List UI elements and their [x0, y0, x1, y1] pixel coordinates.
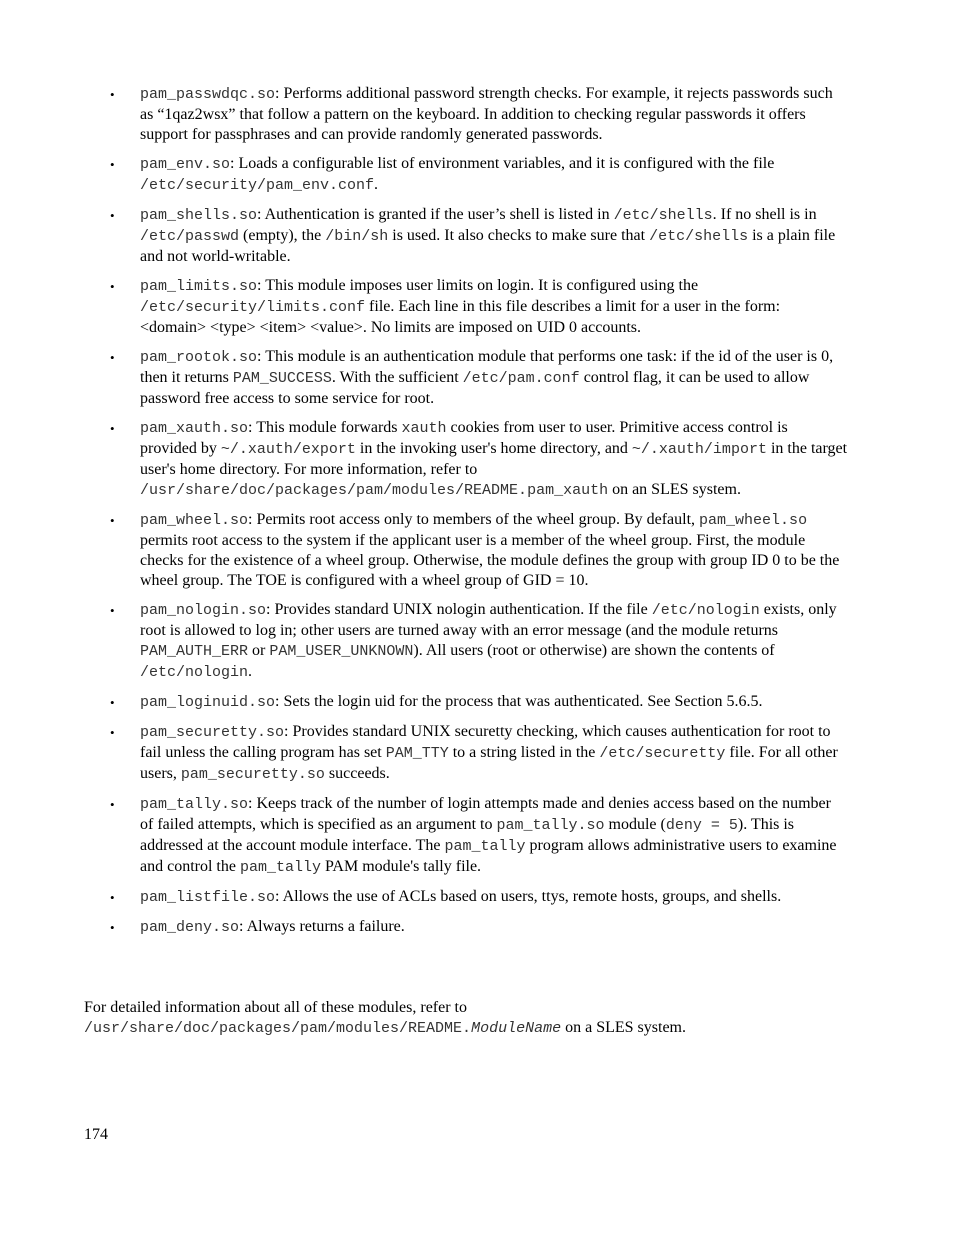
code-text: PAM_USER_UNKNOWN — [269, 643, 414, 660]
body-text: : Performs additional password strength checks. For example, it rejects passwords such as “1qaz2wsx” that follow a pattern on the keyboard. In addition to checking regular passwords it offers support for passphrases and can provide randomly generated passwords. — [140, 85, 833, 143]
list-item — [108, 276, 848, 338]
body-text: on a SLES system. — [561, 1019, 686, 1036]
code-text: ~/.xauth/export — [220, 441, 356, 458]
body-text: or — [248, 642, 270, 659]
code-text: pam_wheel.so — [699, 512, 808, 529]
body-text: : Provides standard UNIX securetty checking, which causes authentication for root to fail unless the calling program has set — [140, 723, 831, 761]
list-item — [108, 692, 848, 713]
body-text: : Permits root access only to members of the wheel group. By default, — [248, 511, 700, 528]
code-text: pam_shells.so — [140, 207, 258, 224]
body-text: program allows administrative users to examine and control the — [140, 837, 837, 875]
code-text: /etc/security/limits.conf — [140, 299, 366, 316]
body-text: . — [374, 176, 379, 193]
code-text: /bin/sh — [325, 228, 389, 245]
pam-module-list — [108, 84, 848, 947]
body-text: : This module imposes user limits on login. It is configured using the — [257, 277, 699, 294]
code-text: deny = 5 — [665, 817, 738, 834]
bullet-icon: • — [110, 279, 115, 294]
code-text: pam_tally.so — [140, 796, 249, 813]
code-text: /etc/nologin — [651, 602, 760, 619]
code-text: pam_tally — [444, 838, 526, 855]
body-text: . With the sufficient — [331, 369, 463, 386]
list-item — [108, 510, 848, 591]
code-text: pam_env.so — [140, 156, 231, 173]
body-text: control flag, it can be used to allow password free access to some service for root. — [140, 369, 810, 407]
list-item — [108, 887, 848, 908]
body-text: : This module is an authentication module that performs one task: if the id of the user is 0, then it returns — [140, 348, 834, 386]
bullet-icon: • — [110, 890, 115, 905]
body-text: file. For all other users, — [140, 744, 838, 782]
code-text: pam_deny.so — [140, 919, 240, 936]
code-text: PAM_AUTH_ERR — [140, 643, 249, 660]
code-text: /etc/pam.conf — [462, 370, 580, 387]
body-text: is used. It also checks to make sure that — [388, 227, 650, 244]
code-text: xauth — [401, 420, 447, 437]
code-text: pam_rootok.so — [140, 349, 258, 366]
body-text: succeeds. — [324, 765, 390, 782]
code-text: pam_securetty.so — [180, 766, 325, 783]
code-text: /etc/passwd — [140, 228, 240, 245]
bullet-icon: • — [110, 421, 115, 436]
body-text: : Always returns a failure. — [239, 918, 405, 935]
body-text: (empty), the — [239, 227, 326, 244]
body-text: on an SLES system. — [608, 481, 741, 498]
closing-paragraph — [84, 998, 864, 1039]
list-item — [108, 722, 848, 785]
bullet-icon: • — [110, 725, 115, 740]
code-text: PAM_SUCCESS — [232, 370, 332, 387]
list-item — [108, 205, 848, 267]
body-text: ). All users (root or otherwise) are shown the contents of — [413, 642, 775, 659]
bullet-icon: • — [110, 208, 115, 223]
code-text: pam_tally — [239, 859, 321, 876]
list-item — [108, 84, 848, 145]
bullet-icon: • — [110, 87, 115, 102]
body-text: to a string listed in the — [448, 744, 600, 761]
code-text: pam_loginuid.so — [140, 694, 276, 711]
list-item — [108, 600, 848, 683]
code-text: /usr/share/doc/packages/pam/modules/README. — [84, 1020, 472, 1037]
body-text: in the invoking user's home directory, and — [355, 440, 632, 457]
list-item — [108, 917, 848, 938]
list-item — [108, 418, 848, 501]
list-item — [108, 154, 848, 196]
body-text: . — [248, 663, 253, 680]
code-text: pam_wheel.so — [140, 512, 249, 529]
body-text: file. Each line in this file describes a limit for a user in the form: <domain> <type> <item> <value>. No limits are imposed on UID 0 accounts. — [140, 298, 781, 336]
body-text: : This module forwards — [248, 419, 402, 436]
code-text: pam_xauth.so — [140, 420, 249, 437]
body-text: in the target user's home directory. For more information, refer to — [140, 440, 848, 478]
body-text: : Sets the login uid for the process that was authenticated. See Section 5.6.5. — [275, 693, 763, 710]
code-text: PAM_TTY — [385, 745, 449, 762]
code-text: /etc/shells — [649, 228, 749, 245]
code-text: /etc/nologin — [140, 664, 249, 681]
code-text: ModuleName — [471, 1020, 562, 1037]
bullet-icon: • — [110, 513, 115, 528]
body-text: : Loads a configurable list of environment variables, and it is configured with the file — [230, 155, 775, 172]
code-text: pam_securetty.so — [140, 724, 285, 741]
bullet-icon: • — [110, 797, 115, 812]
body-text: . If no shell is in — [712, 206, 817, 223]
body-text: is a plain file and not world-writable. — [140, 227, 836, 265]
bullet-icon: • — [110, 350, 115, 365]
list-item — [108, 794, 848, 878]
list-item — [108, 347, 848, 409]
body-text: ). This is addressed at the account module interface. The — [140, 816, 795, 854]
body-text: cookies from user to user. Primitive access control is provided by — [140, 419, 788, 457]
bullet-icon: • — [110, 920, 115, 935]
bullet-icon: • — [110, 695, 115, 710]
code-text: /etc/securetty — [599, 745, 726, 762]
code-text: /etc/security/pam_env.conf — [140, 177, 375, 194]
body-text: : Provides standard UNIX nologin authentication. If the file — [266, 601, 652, 618]
body-text: module ( — [604, 816, 666, 833]
body-text: : Keeps track of the number of login attempts made and denies access based on the number of failed attempts, which is specified as an argument to — [140, 795, 831, 833]
body-text: For detailed information about all of these modules, refer to — [84, 999, 467, 1016]
body-text: exists, only root is allowed to log in; other users are turned away with an error message (and the module returns — [140, 601, 837, 639]
bullet-icon: • — [110, 603, 115, 618]
body-text: : Allows the use of ACLs based on users, ttys, remote hosts, groups, and shells. — [275, 888, 782, 905]
code-text: pam_tally.so — [496, 817, 605, 834]
code-text: pam_nologin.so — [140, 602, 267, 619]
body-text: PAM module's tally file. — [320, 858, 482, 875]
page-number: 174 — [84, 1126, 108, 1143]
code-text: /etc/shells — [613, 207, 713, 224]
code-text: /usr/share/doc/packages/pam/modules/README.pam_xauth — [140, 482, 609, 499]
body-text: : Authentication is granted if the user’s shell is listed in — [257, 206, 614, 223]
body-text: permits root access to the system if the applicant user is a member of the wheel group. First, the module checks for the existence of a wheel group. Otherwise, the module defines the group with group ID 0 to be the wheel group. The TOE is configured with a wheel group of GID = 10. — [140, 532, 840, 589]
code-text: pam_listfile.so — [140, 889, 276, 906]
bullet-icon: • — [110, 157, 115, 172]
code-text: ~/.xauth/import — [631, 441, 767, 458]
code-text: pam_limits.so — [140, 278, 258, 295]
code-text: pam_passwdqc.so — [140, 86, 276, 103]
